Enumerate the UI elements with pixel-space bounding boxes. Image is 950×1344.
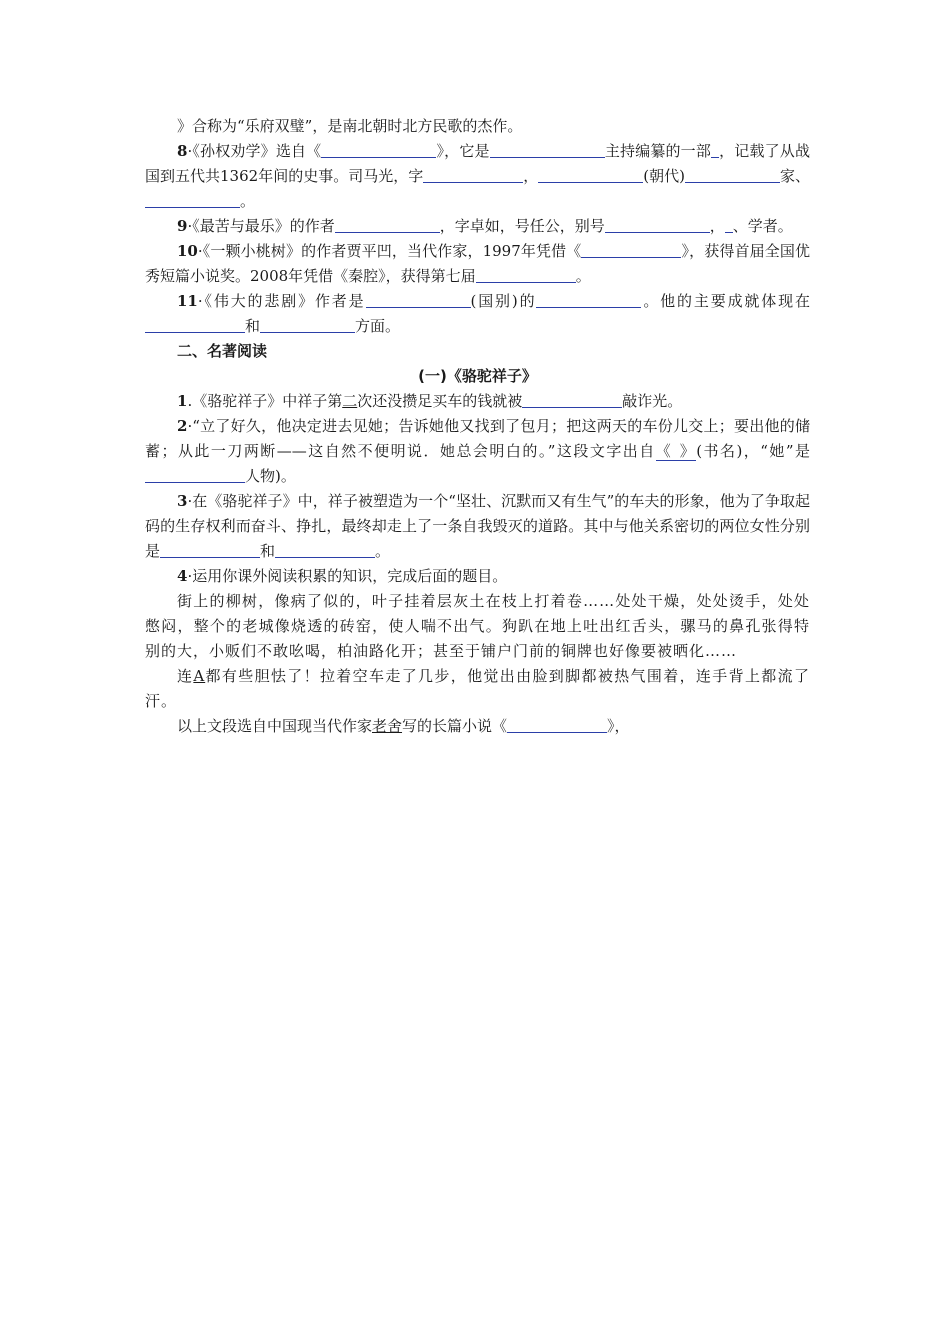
answer-blank[interactable] — [581, 240, 681, 258]
answer-blank[interactable] — [145, 465, 245, 483]
question-11: 11·《伟大的悲剧》作者是 (国别)的 。他的主要成就体现在和 方面。 — [145, 289, 810, 339]
answer-blank[interactable] — [536, 290, 641, 308]
answer-blank[interactable] — [423, 165, 523, 183]
answer-blank[interactable] — [145, 315, 245, 333]
answer-blank[interactable] — [711, 140, 719, 158]
answer-blank[interactable] — [275, 540, 375, 558]
answer-blank[interactable] — [335, 215, 440, 233]
answer-blank[interactable] — [366, 290, 471, 308]
reading-question-3: 3·在《骆驼祥子》中，祥子被塑造为一个“坚壮、沉默而又有生气”的车夫的形象，他为了争取起码的生存权利而奋斗、挣扎，最终却走上了一条自我毁灭的道路。其中与他关系密切的两位女性分别是 和 。 — [145, 492, 810, 560]
answer-blank[interactable] — [321, 140, 436, 158]
answer-blank[interactable] — [490, 140, 605, 158]
answer-blank[interactable] — [538, 165, 643, 183]
answer-blank[interactable] — [160, 540, 260, 558]
final-question: 以上文段选自中国现当代作家老舍写的长篇小说《 》， — [177, 717, 630, 735]
answer-blank[interactable] — [685, 165, 780, 183]
answer-blank[interactable] — [725, 215, 733, 233]
question-8: 8·《孙权劝学》选自《 》，它是 主持编纂的一部 ，记载了从战国到五代共1362年间的史事。司马光，字 ， (朝代) 家、。 — [145, 142, 810, 210]
answer-blank[interactable] — [605, 215, 710, 233]
answer-blank[interactable] — [522, 390, 622, 408]
section-heading: 二、名著阅读 — [177, 342, 268, 360]
subsection-heading: (一)《骆驼祥子》 — [418, 367, 537, 385]
document-page — [145, 114, 810, 739]
question-10: 10·《一颗小桃树》的作者贾平凹，当代作家，1997年凭借《 》，获得首届全国优秀短篇小说奖。2008年凭借《秦腔》，获得第七届 。 — [145, 242, 810, 285]
excerpt-paragraph-1: 街上的柳树，像病了似的，叶子挂着层灰土在枝上打着卷……处处干燥，处处烫手，处处憋闷，整个的老城像烧透的砖窑，使人喘不出气。狗趴在地上吐出红舌头，骡马的鼻孔张得特别的大，小贩们不敢吆喝，柏油路化开；甚至于铺户门前的铜牌也好像要被晒化…… — [145, 592, 810, 660]
excerpt-paragraph-2: 连A都有些胆怯了！拉着空车走了几步，他觉出由脸到脚都被热气围着，连手背上都流了汗。 — [145, 667, 810, 710]
reading-question-4: 4·运用你课外阅读积累的知识，完成后面的题目。 — [177, 567, 508, 585]
answer-blank[interactable] — [507, 715, 607, 733]
answer-blank[interactable] — [476, 265, 576, 283]
answer-blank[interactable] — [145, 190, 240, 208]
answer-blank[interactable]: 《 》 — [655, 442, 697, 460]
answer-blank[interactable] — [260, 315, 355, 333]
q7-tail: 》合称为“乐府双璧”，是南北朝时北方民歌的杰作。 — [177, 117, 523, 135]
question-9: 9·《最苦与最乐》的作者 ，字卓如，号任公，别号 ， 、学者。 — [177, 217, 793, 235]
reading-question-2: 2·“立了好久，他决定进去见她；告诉她他又找到了包月；把这两天的车份儿交上；要出他的储蓄；从此一刀两断——这自然不便明说．她总会明白的。”这段文字出自《 》(书名)，“她”是人物)。 — [145, 417, 810, 485]
reading-question-1: 1.《骆驼祥子》中祥子第二次还没攒足买车的钱就被 敲诈光。 — [177, 392, 683, 410]
